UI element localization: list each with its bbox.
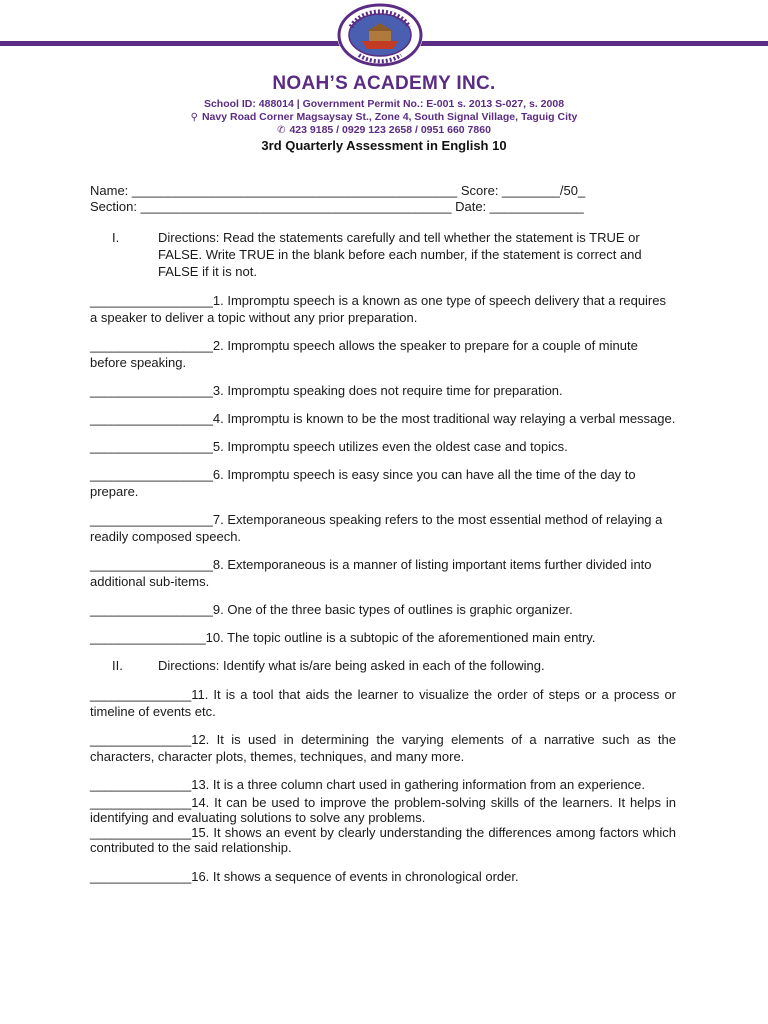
part2-directions bbox=[90, 657, 676, 674]
assessment-content bbox=[90, 229, 676, 896]
question-item: ________________10. The topic outline is a subtopic of the aforementioned main entry. bbox=[90, 630, 596, 645]
question-item: _________________7. Extemporaneous speaking refers to the most essential method of relaying a readily composed speech. bbox=[90, 512, 663, 544]
part2-directions-text: Directions: Identify what is/are being asked in each of the following. bbox=[158, 658, 545, 673]
question-item: ______________12. It is used in determining the varying elements of a narrative such as the characters, character plots, themes, techniques, and many more. bbox=[90, 732, 676, 764]
question-item: ______________13. It is a three column chart used in gathering information from an experience. bbox=[90, 777, 646, 792]
part2-roman: II. bbox=[112, 658, 123, 673]
question-item: _________________9. One of the three basic types of outlines is graphic organizer. bbox=[90, 602, 573, 617]
school-address: Navy Road Corner Magsaysay St., Zone 4, South Signal Village, Taguig City bbox=[201, 111, 578, 123]
question-item: ______________11. It is a tool that aids the learner to visualize the order of steps or a process or timeline of events etc. bbox=[90, 687, 676, 719]
section-date-line[interactable]: Section: ___________________________________________ Date: _____________ bbox=[90, 199, 584, 214]
question-item: _________________5. Impromptu speech utilizes even the oldest case and topics. bbox=[90, 439, 568, 454]
phone-icon: ✆ bbox=[277, 125, 286, 136]
part1-directions bbox=[90, 229, 676, 280]
student-fields bbox=[90, 183, 690, 215]
school-ids-line: School ID: 488014 | Government Permit No.: E-001 s. 2013 S-027, s. 2008 bbox=[203, 98, 565, 110]
school-address-line bbox=[0, 111, 768, 124]
name-field[interactable]: Name: _____________________________________________ Score: ___ bbox=[90, 183, 524, 198]
school-phones: 423 9185 / 0929 123 2658 / 0951 660 7860 bbox=[289, 124, 491, 136]
school-name: NOAH’S ACADEMY INC. bbox=[272, 73, 496, 94]
question-item: _________________1. Impromptu speech is a known as one type of speech delivery that a requires a speaker to deliver a topic without any prior preparation. bbox=[90, 293, 666, 325]
question-item: _________________2. Impromptu speech allows the speaker to prepare for a couple of minute before speaking. bbox=[90, 338, 638, 370]
score-field[interactable]: _____/50_ bbox=[523, 183, 586, 198]
school-header bbox=[0, 74, 768, 137]
question-item: ______________15. It shows an event by clearly understanding the differences among factors which contributed to the said relationship. bbox=[90, 825, 676, 855]
location-pin-icon: ⚲ bbox=[190, 112, 198, 123]
question-item: ______________14. It can be used to improve the problem-solving skills of the learners. It helps in identifying and evaluating solutions to solve any problems. bbox=[90, 795, 676, 825]
question-item: _________________6. Impromptu speech is easy since you can have all the time of the day to prepare. bbox=[90, 467, 636, 499]
question-item: _________________4. Impromptu is known to be the most traditional way relaying a verbal message. bbox=[90, 411, 676, 426]
school-phone-line bbox=[0, 124, 768, 137]
part1-directions-text: Directions: Read the statements carefully and tell whether the statement is TRUE or FALSE. Write TRUE in the blank before each number, if the statement is correct and FALSE if it is not. bbox=[158, 230, 642, 279]
name-score-line bbox=[90, 183, 690, 199]
assessment-title: 3rd Quarterly Assessment in English 10 bbox=[261, 138, 507, 153]
question-item: _________________8. Extemporaneous is a manner of listing important items further divided into additional sub-items. bbox=[90, 557, 652, 589]
part1-roman: I. bbox=[112, 230, 120, 245]
question-item: _________________3. Impromptu speaking does not require time for preparation. bbox=[90, 383, 563, 398]
school-seal-logo bbox=[337, 3, 423, 67]
question-item: ______________16. It shows a sequence of events in chronological order. bbox=[90, 869, 519, 884]
